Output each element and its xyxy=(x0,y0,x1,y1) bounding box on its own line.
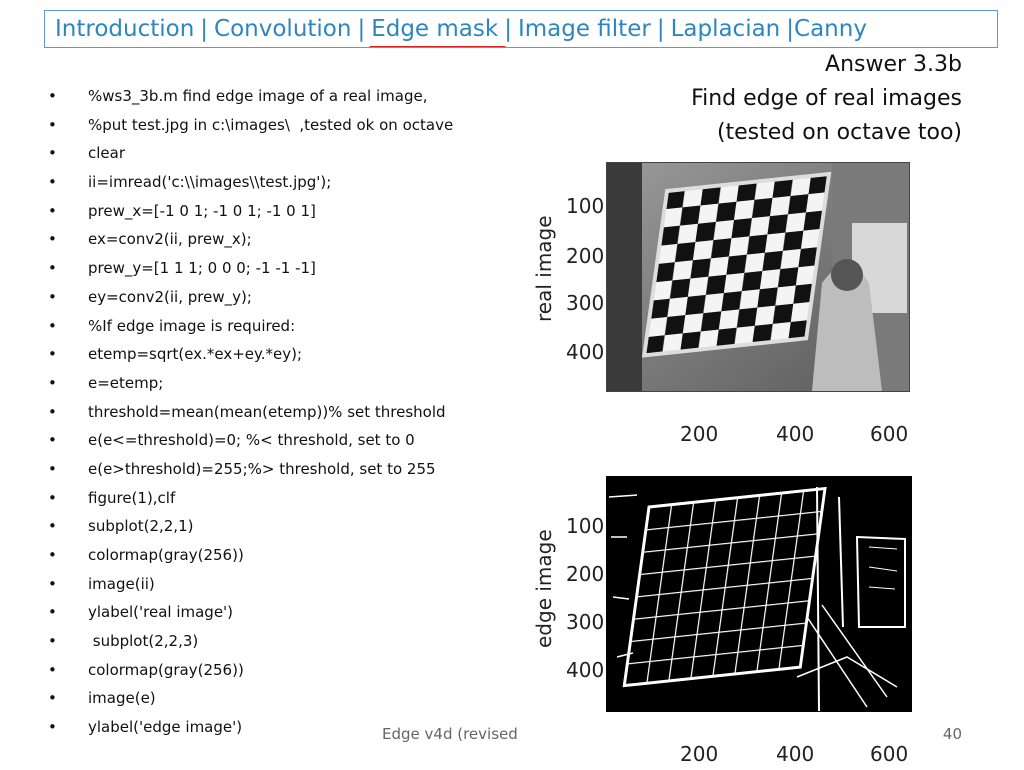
slide-title-line: (tested on octave too) xyxy=(716,120,962,145)
y-tick-label: 300 xyxy=(566,291,605,315)
y-tick-label: 400 xyxy=(566,340,605,364)
code-line: • ii=imread('c:\\images\\test.jpg'); xyxy=(48,168,488,197)
nav-separator: | xyxy=(786,16,795,42)
slide-footer: Edge v4d (revised xyxy=(382,725,518,743)
code-line: • prew_y=[1 1 1; 0 0 0; -1 -1 -1] xyxy=(48,254,488,283)
nav-item-canny[interactable]: Canny xyxy=(794,16,867,42)
code-line: • %If edge image is required: xyxy=(48,312,488,341)
code-line: • e(e<=threshold)=0; %< threshold, set to 0 xyxy=(48,426,488,455)
code-line: • colormap(gray(256)) xyxy=(48,656,488,685)
real-image-plot xyxy=(528,160,928,452)
checkerboard-photo-image xyxy=(607,163,909,391)
slide-title-line: Answer 3.3b xyxy=(825,52,962,77)
real-image-ylabel: real image xyxy=(532,215,556,322)
code-line: • threshold=mean(mean(etemp))% set threshold xyxy=(48,398,488,427)
code-line: • %put test.jpg in c:\images\ ,tested ok on octave xyxy=(48,111,488,140)
edge-image-plot xyxy=(528,470,928,770)
x-tick-label: 400 xyxy=(776,422,815,446)
code-line: • e=etemp; xyxy=(48,369,488,398)
x-tick-label: 200 xyxy=(680,422,719,446)
page-number: 40 xyxy=(942,725,962,743)
slide-title-line: Find edge of real images xyxy=(691,86,962,111)
x-tick-label: 600 xyxy=(870,422,909,446)
nav-item-image-filter[interactable]: Image filter xyxy=(517,16,651,42)
slide-title xyxy=(691,48,962,150)
code-line: • subplot(2,2,3) xyxy=(48,627,488,656)
code-line: • ylabel('edge image') xyxy=(48,713,488,742)
y-tick-label: 400 xyxy=(566,658,605,682)
nav-item-laplacian[interactable]: Laplacian xyxy=(670,16,781,42)
code-line: • colormap(gray(256)) xyxy=(48,541,488,570)
code-line: • ex=conv2(ii, prew_x); xyxy=(48,225,488,254)
code-line: • image(ii) xyxy=(48,570,488,599)
code-line: • e(e>threshold)=255;%> threshold, set to 255 xyxy=(48,455,488,484)
y-tick-label: 100 xyxy=(566,194,605,218)
y-tick-label: 300 xyxy=(566,610,605,634)
section-nav xyxy=(44,10,998,48)
x-tick-label: 200 xyxy=(680,742,719,766)
nav-item-convolution[interactable]: Convolution xyxy=(214,16,352,42)
edge-image-ylabel: edge image xyxy=(532,529,556,648)
edge-detected-image xyxy=(607,477,911,711)
code-line: • etemp=sqrt(ex.*ex+ey.*ey); xyxy=(48,340,488,369)
y-tick-label: 200 xyxy=(566,562,605,586)
nav-separator: | xyxy=(357,16,366,42)
nav-item-edge-mask[interactable]: Edge mask xyxy=(371,16,499,42)
nav-separator: | xyxy=(200,16,209,42)
code-line: • ylabel('real image') xyxy=(48,598,488,627)
nav-item-introduction[interactable]: Introduction xyxy=(55,16,195,42)
x-tick-label: 400 xyxy=(776,742,815,766)
code-line: • figure(1),clf xyxy=(48,484,488,513)
nav-separator: | xyxy=(656,16,665,42)
code-line: • subplot(2,2,1) xyxy=(48,512,488,541)
x-tick-label: 600 xyxy=(870,742,909,766)
code-line: • %ws3_3b.m find edge image of a real image, xyxy=(48,82,488,111)
code-line: • prew_x=[-1 0 1; -1 0 1; -1 0 1] xyxy=(48,197,488,226)
code-line: • image(e) xyxy=(48,684,488,713)
code-line: • clear xyxy=(48,139,488,168)
nav-separator: | xyxy=(504,16,512,42)
y-tick-label: 200 xyxy=(566,244,605,268)
y-tick-label: 100 xyxy=(566,514,605,538)
real-image-photo xyxy=(606,162,910,392)
edge-image-photo xyxy=(606,476,912,712)
code-line: • ey=conv2(ii, prew_y); xyxy=(48,283,488,312)
code-listing xyxy=(48,82,488,742)
